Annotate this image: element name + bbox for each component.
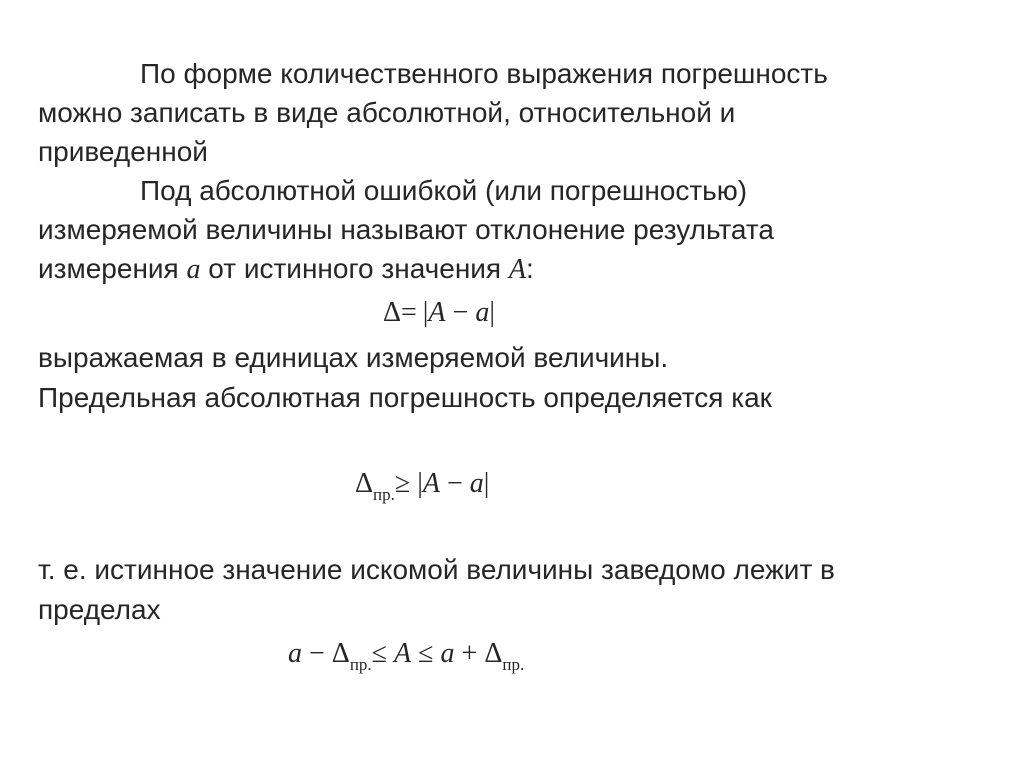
variable-a: a — [440, 638, 455, 669]
subscript-pr: пр. — [502, 655, 525, 674]
paragraph1-line1: По форме количественного выражения погрешность — [140, 58, 828, 89]
delta-symbol: Δ — [355, 468, 374, 499]
paragraph4-line1: т. е. истинное значение искомой величины заведомо лежит в — [38, 554, 835, 585]
minus-sign: − — [452, 297, 469, 328]
minus-sign: − — [309, 638, 325, 669]
paragraph2-line2: измеряемой величины называют отклонение результата — [38, 214, 774, 245]
subscript-pr: пр. — [349, 655, 372, 674]
variable-a: a — [469, 468, 484, 499]
text-segment: от истинного значения — [208, 253, 502, 284]
subscript-pr: пр. — [373, 485, 395, 504]
paragraph1-line3: приведенной — [38, 136, 208, 167]
formula-limit-error — [355, 466, 489, 505]
variable-A: A — [422, 468, 440, 499]
abs-bar-open: | — [417, 468, 423, 499]
variable-a: a — [475, 297, 490, 328]
variable-a: a — [186, 254, 201, 285]
paragraph2-line3 — [38, 251, 534, 288]
minus-sign: − — [446, 468, 463, 499]
delta-symbol: Δ — [484, 638, 503, 669]
colon: : — [525, 253, 534, 284]
formula-absolute-error — [383, 295, 495, 331]
variable-A: A — [394, 638, 412, 669]
abs-bar-close: | — [483, 468, 490, 499]
paragraph4-line2: пределах — [38, 594, 161, 625]
leq-sign: ≤ — [418, 638, 434, 669]
delta-equals: Δ= — [383, 297, 417, 328]
variable-A: A — [508, 254, 526, 285]
abs-bar-close: | — [489, 297, 495, 328]
formula-interval — [288, 636, 524, 675]
variable-a: a — [288, 638, 302, 669]
plus-sign: + — [461, 638, 478, 669]
text-segment: измерения — [38, 253, 179, 284]
leq-sign: ≤ — [371, 638, 388, 669]
geq-sign: ≥ — [394, 468, 411, 499]
paragraph1-line2: можно записать в виде абсолютной, относительной и — [38, 97, 736, 128]
delta-symbol: Δ — [331, 638, 350, 669]
variable-A: A — [428, 297, 446, 328]
paragraph3-line2: Предельная абсолютная погрешность определяется как — [38, 382, 772, 413]
abs-bar-open: | — [422, 297, 429, 328]
paragraph3-line1: выражаемая в единицах измеряемой величины. — [38, 342, 669, 373]
paragraph2-line1: Под абсолютной ошибкой (или погрешностью) — [140, 175, 748, 206]
